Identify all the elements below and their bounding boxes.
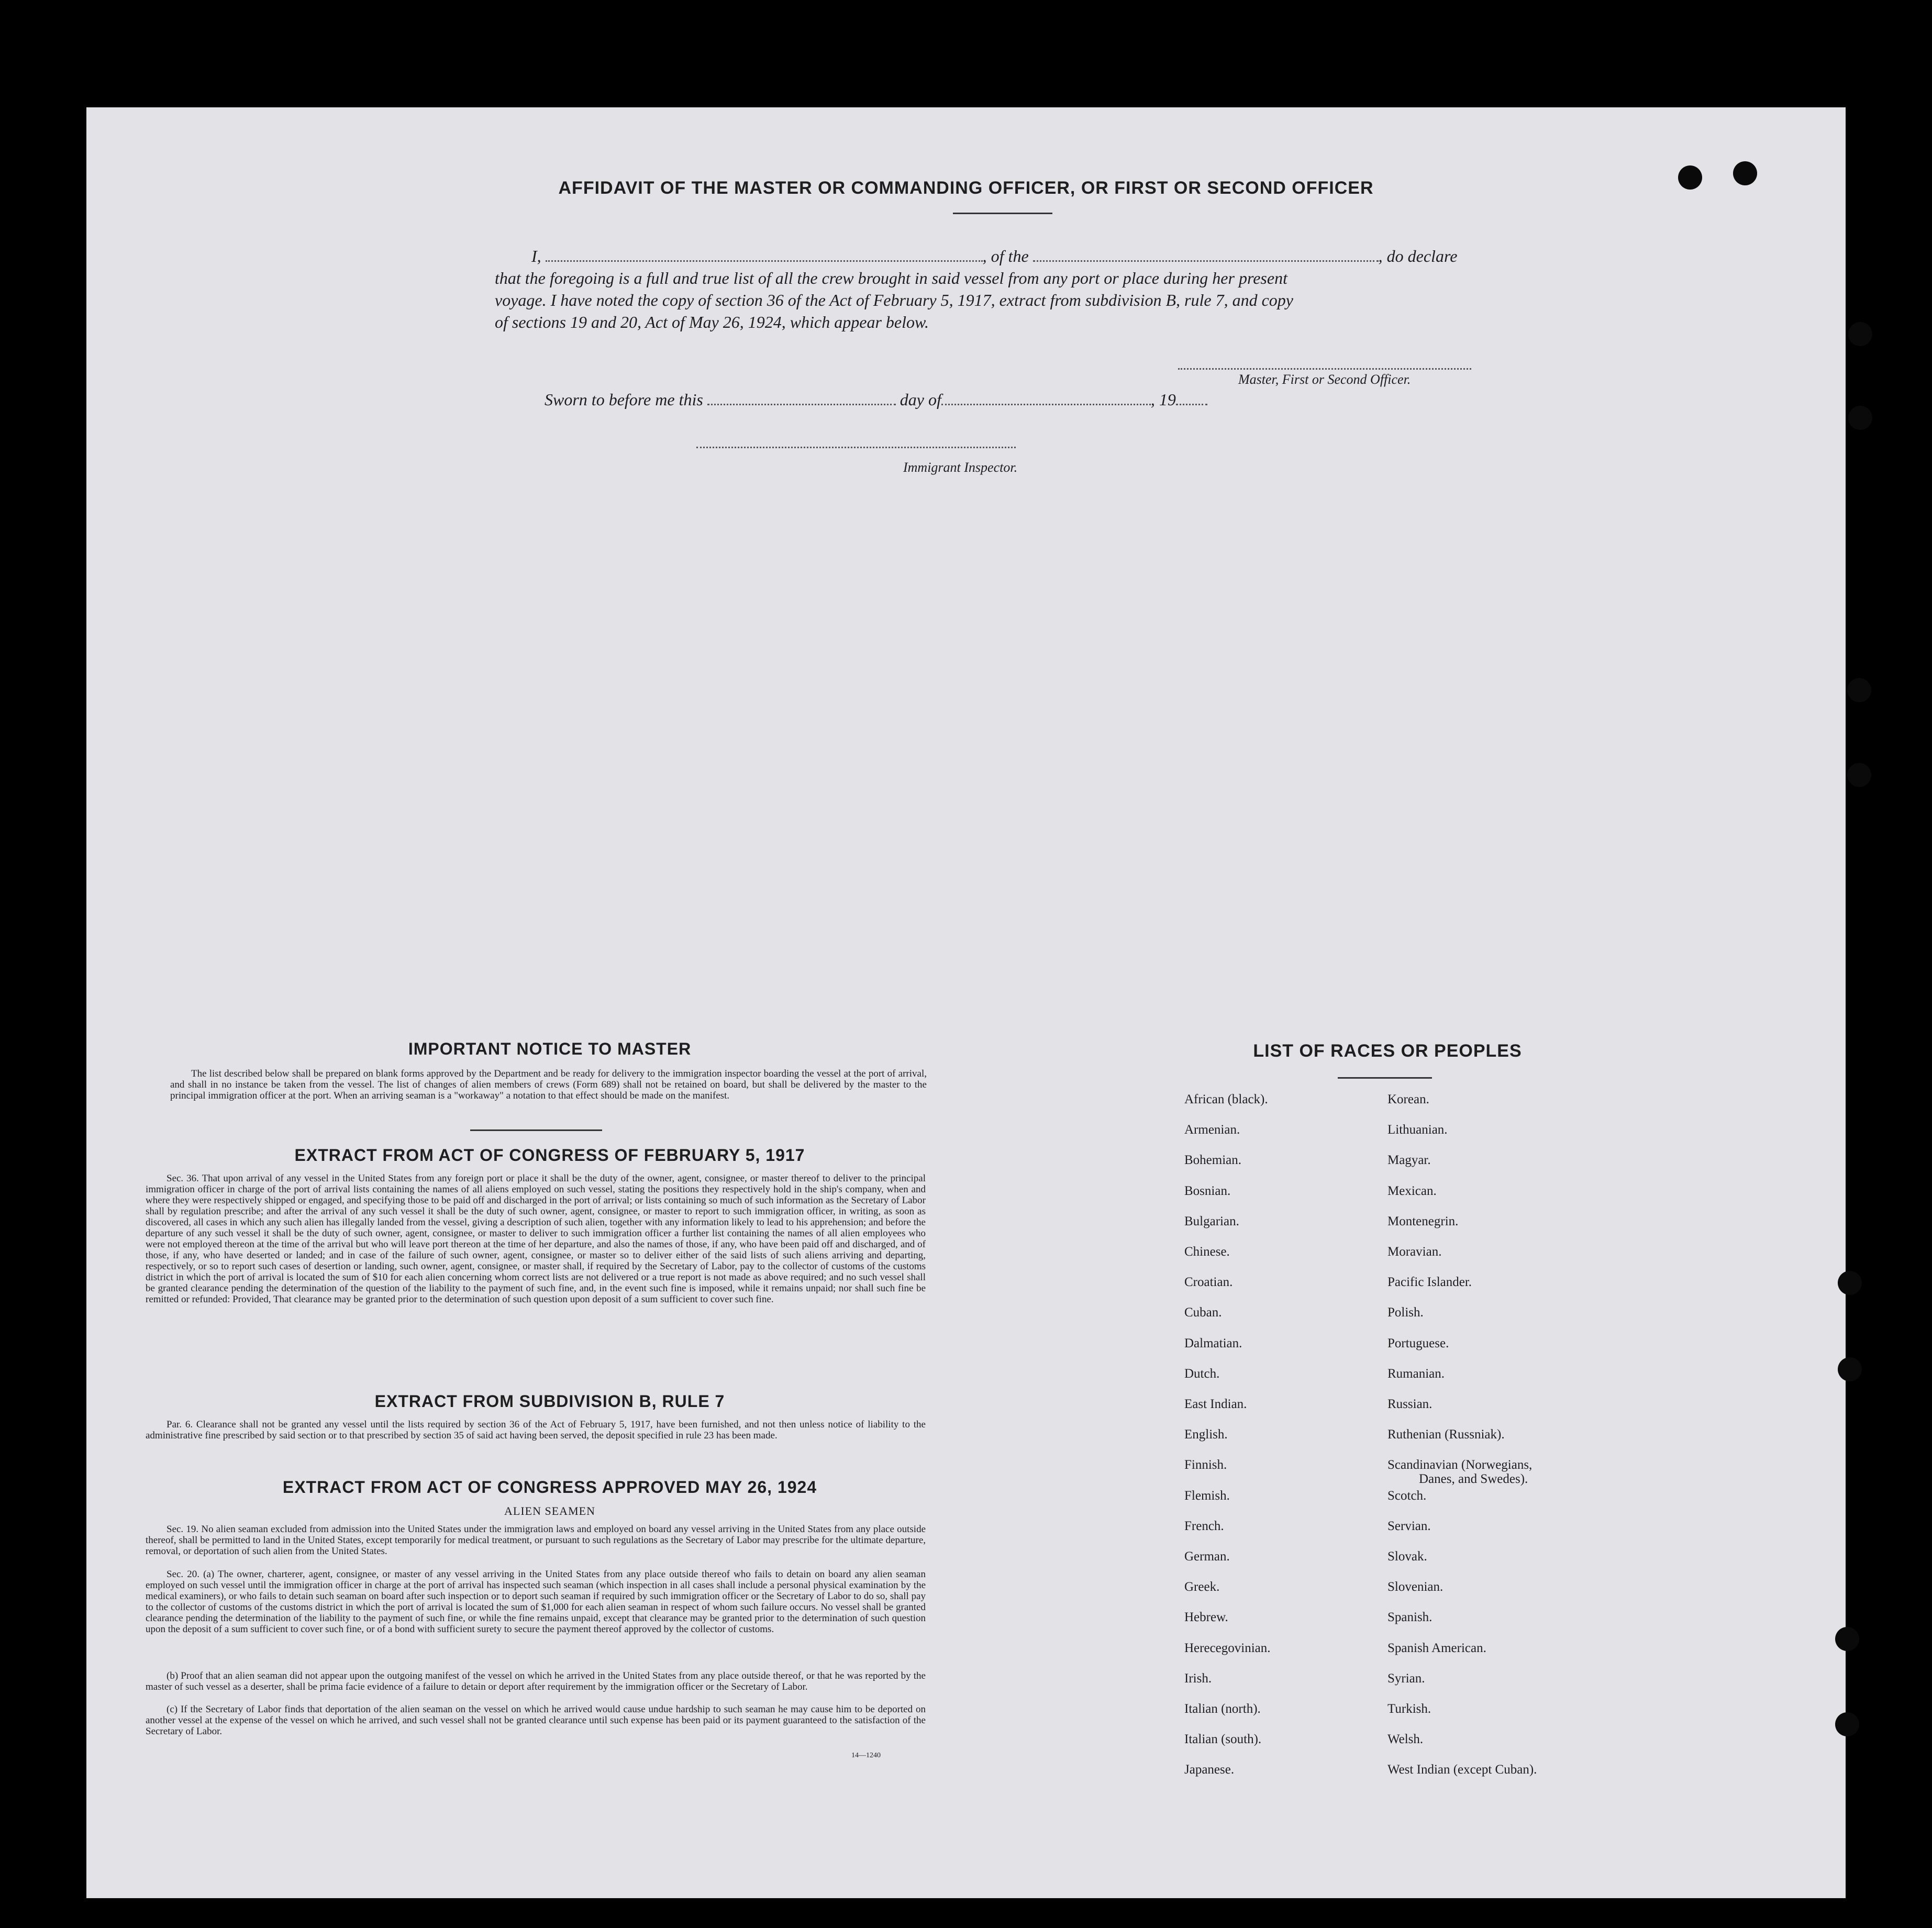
form-number: 14—1240	[851, 1752, 881, 1759]
race-item: African (black).	[1184, 1092, 1268, 1106]
inspector-signature-label: Immigrant Inspector.	[903, 460, 1018, 475]
extract-1924-sec19: Sec. 19. No alien seaman excluded from admission into the United States under the immigration laws and employed on board any vessel arriving in the United States from any place outside thereof, shall be permitted to land in the United States, except temporarily for medical treatment, or pursuant to such regulations as the Secretary of Labor may prescribe for the ultimate departure, removal, or deportation of such alien from the United States.	[146, 1524, 926, 1557]
punch-hole	[1838, 1271, 1862, 1295]
punch-hole	[1847, 763, 1871, 787]
race-item: Russian.	[1387, 1397, 1433, 1411]
race-item: Scandinavian (Norwegians,	[1387, 1458, 1533, 1472]
punch-hole	[1835, 1712, 1859, 1736]
race-item: Spanish American.	[1387, 1641, 1486, 1655]
race-item: Scotch.	[1387, 1488, 1427, 1503]
race-item: French.	[1184, 1519, 1224, 1533]
races-divider	[1338, 1077, 1432, 1079]
affidavit-declaration	[495, 245, 1508, 333]
race-item: Hebrew.	[1184, 1610, 1228, 1625]
sworn-month-field[interactable]	[941, 404, 1151, 405]
race-item: East Indian.	[1184, 1397, 1247, 1411]
race-item: Lithuanian.	[1387, 1123, 1448, 1137]
do-declare-label: , do declare	[1378, 247, 1458, 265]
race-item: Armenian.	[1184, 1123, 1240, 1137]
race-item: Dalmatian.	[1184, 1336, 1242, 1350]
sworn-label: Sworn to before me this	[545, 390, 703, 409]
races-title: LIST OF RACES OR PEOPLES	[1253, 1041, 1522, 1061]
inspector-signature-field[interactable]	[696, 447, 1016, 448]
rule7-title: EXTRACT FROM SUBDIVISION B, RULE 7	[374, 1392, 725, 1411]
race-item: Rumanian.	[1387, 1366, 1445, 1381]
affidavit-title: AFFIDAVIT OF THE MASTER OR COMMANDING OFFICER, OR FIRST OR SECOND OFFICER	[558, 178, 1374, 198]
race-item: Slovenian.	[1387, 1580, 1444, 1594]
punch-hole	[1835, 1627, 1859, 1651]
sworn-day-field[interactable]	[707, 404, 896, 405]
race-item: Polish.	[1387, 1305, 1424, 1320]
race-item: Welsh.	[1387, 1732, 1424, 1747]
race-item: Greek.	[1184, 1580, 1220, 1594]
affidavit-i-label: I,	[531, 247, 541, 265]
race-item: Bohemian.	[1184, 1153, 1242, 1168]
of-the-label: , of the	[982, 247, 1029, 265]
race-item: Croatian.	[1184, 1275, 1233, 1290]
race-item: Dutch.	[1184, 1366, 1220, 1381]
race-item: Syrian.	[1387, 1671, 1425, 1686]
race-item: Bulgarian.	[1184, 1214, 1239, 1228]
declaration-line-3: voyage. I have noted the copy of section 36 of the Act of February 5, 1917, extract from subdivision B, rule 7, and copy	[495, 291, 1293, 309]
declaration-line-2: that the foregoing is a full and true list of all the crew brought in said vessel from any port or place during her present	[495, 269, 1287, 287]
year-label: , 19	[1150, 390, 1176, 409]
extract-1917-title: EXTRACT FROM ACT OF CONGRESS OF FEBRUARY 5, 1917	[294, 1146, 805, 1165]
race-item: Montenegrin.	[1387, 1214, 1459, 1228]
extract-1924-sec20a: Sec. 20. (a) The owner, charterer, agent, consignee, or master of any vessel arriving in the United States from any place outside thereof who fails to detain on board any alien seaman employed on such vessel until the immigration officer in charge at the port of arrival has inspected such seaman (which inspection in all cases shall include a personal physical examination by the medical examiners), or who fails to detain such seaman on board after such inspection or to deport such seaman if required by such immigration officer or the Secretary of Labor to do so, shall pay to the collector of customs of the customs district in which the port of arrival is located the sum of $1,000 for each alien seaman in respect of whom such failure occurs. No vessel shall be granted clearance pending the determination of the liability to the payment of such fine, or while the fine remains unpaid, except that clearance may be granted prior to the determination of such question upon the deposit of a sum sufficient to cover such fine, or of a bond with sufficient surety to secure the payment thereof approved by the collector of customs.	[146, 1569, 926, 1635]
extract-1924-title: EXTRACT FROM ACT OF CONGRESS APPROVED MAY 26, 1924	[282, 1478, 817, 1497]
race-item: Spanish.	[1387, 1610, 1433, 1625]
extract-1924-subtitle: ALIEN SEAMEN	[504, 1504, 595, 1517]
declaration-line-4: of sections 19 and 20, Act of May 26, 1924, which appear below.	[495, 313, 929, 331]
race-item: Portuguese.	[1387, 1336, 1449, 1350]
race-item: Slovak.	[1387, 1549, 1427, 1564]
notice-title: IMPORTANT NOTICE TO MASTER	[408, 1039, 692, 1058]
title-divider	[953, 213, 1052, 214]
notice-divider	[470, 1129, 602, 1131]
extract-1917-body: Sec. 36. That upon arrival of any vessel in the United States from any foreign port or place it shall be the duty of the owner, agent, consignee, or master thereof to deliver to the principal immigration officer in charge of the port of arrival lists containing the names of all aliens employed on such vessel, stating the positions they respectively hold in the ship's company, when and where they were respectively shipped or engaged, and specifying those to be paid off and discharged in the port of arrival; or lists containing so much of such information as the Secretary of Labor shall by regulation prescribe; and after the arrival of any such vessel it shall be the duty of such owner, agent, consignee, or master to report to such immigration officer, in writing, as soon as discovered, all cases in which any such alien has illegally landed from the vessel, giving a description of such alien, together with any information likely to lead to his apprehension; and before the departure of any such vessel it shall be the duty of such owner, agent, consignee, or master to deliver to such immigration officer a further list containing the names of all alien employees who were not employed thereon at the time of the arrival but who will leave port thereon at the time of her departure, and also the names of those, if any, who have been paid off and discharged, and of those, if any, who have deserted or landed; and in case of the failure of such owner, agent, consignee, or master so to deliver either of the said lists of such aliens arriving and departing, respectively, or so to report such cases of desertion or landing, such owner, agent, consignee, or master shall, if required by the Secretary of Labor, pay to the collector of customs of the customs district in which the port of arrival is located the sum of $10 for each alien concerning whom correct lists are not delivered or a true report is not made as above required; and no such vessel shall be granted clearance pending the determination of the question of the liability to the payment of such fine, and, in the event such fine is imposed, while it remains unpaid; nor shall such fine be remitted or refunded: Provided, That clearance may be granted prior to the determination of such question upon deposit of a sum sufficient to cover such fine.	[146, 1173, 926, 1305]
sworn-year-field[interactable]	[1176, 404, 1207, 405]
race-item: English.	[1184, 1427, 1228, 1442]
officer-name-field[interactable]	[546, 260, 983, 262]
race-item: Flemish.	[1184, 1488, 1230, 1503]
race-item: Italian (north).	[1184, 1702, 1261, 1716]
extract-1924-sec20c: (c) If the Secretary of Labor finds that deportation of the alien seaman on the vessel on which he arrived would cause undue hardship to such seaman he may cause him to be deported on another vessel at the expense of the vessel on which he arrived, and such vessel shall not be granted clearance until such expense has been paid or its payment guaranteed to the satisfaction of the Secretary of Labor.	[146, 1704, 926, 1737]
punch-hole	[1847, 678, 1871, 702]
race-item: Mexican.	[1387, 1183, 1437, 1198]
race-item: Japanese.	[1184, 1763, 1235, 1777]
master-signature-label: Master, First or Second Officer.	[1238, 372, 1411, 387]
race-item: Bosnian.	[1184, 1183, 1231, 1198]
punch-hole	[1838, 1357, 1862, 1381]
race-item: Cuban.	[1184, 1305, 1222, 1320]
race-item: Korean.	[1387, 1092, 1429, 1106]
race-item: Irish.	[1184, 1671, 1212, 1686]
extract-1924-sec20b: (b) Proof that an alien seaman did not appear upon the outgoing manifest of the vessel on which he arrived in the United States from any place outside thereof, or that he was reported by the master of such vessel as a deserter, shall be prima facie evidence of a failure to detain or deport after requirement by the immigration officer or the Secretary of Labor.	[146, 1670, 926, 1692]
race-item: Servian.	[1387, 1519, 1431, 1533]
race-item: Turkish.	[1387, 1702, 1431, 1716]
day-of-label: day of	[900, 390, 941, 409]
notice-body: The list described below shall be prepared on blank forms approved by the Department and be ready for delivery to the immigration inspector boarding the vessel at the port of arrival, and shall in no instance be taken from the vessel. The list of changes of alien members of crews (Form 689) shall not be retained on board, but shall be delivered by the master to the principal immigration officer at the port. When an arriving seaman is a "workaway" a notation to that effect should be made on the manifest.	[170, 1068, 927, 1101]
sworn-line	[545, 390, 1207, 409]
race-item: German.	[1184, 1549, 1230, 1564]
race-item: Chinese.	[1184, 1245, 1230, 1259]
race-item: Magyar.	[1387, 1153, 1431, 1168]
race-item: Finnish.	[1184, 1458, 1227, 1472]
vessel-name-field[interactable]	[1033, 260, 1379, 262]
race-item: Moravian.	[1387, 1245, 1442, 1259]
race-item: Ruthenian (Russniak).	[1387, 1427, 1505, 1442]
race-item: Herecegovinian.	[1184, 1641, 1271, 1655]
race-item: Pacific Islander.	[1387, 1275, 1472, 1290]
race-item: Italian (south).	[1184, 1732, 1262, 1747]
race-item: West Indian (except Cuban).	[1387, 1763, 1537, 1777]
punch-hole	[1848, 322, 1872, 346]
rule7-body: Par. 6. Clearance shall not be granted any vessel until the lists required by section 36 of the Act of February 5, 1917, have been furnished, and not then unless notice of liability to the administrative fine prescribed by said section or to that prescribed by section 35 of said act having been served, the deposit specified in rule 23 has been made.	[146, 1419, 926, 1441]
punch-hole	[1848, 406, 1872, 430]
master-signature-field[interactable]	[1178, 368, 1471, 370]
race-item-continuation: Danes, and Swedes).	[1419, 1472, 1528, 1487]
